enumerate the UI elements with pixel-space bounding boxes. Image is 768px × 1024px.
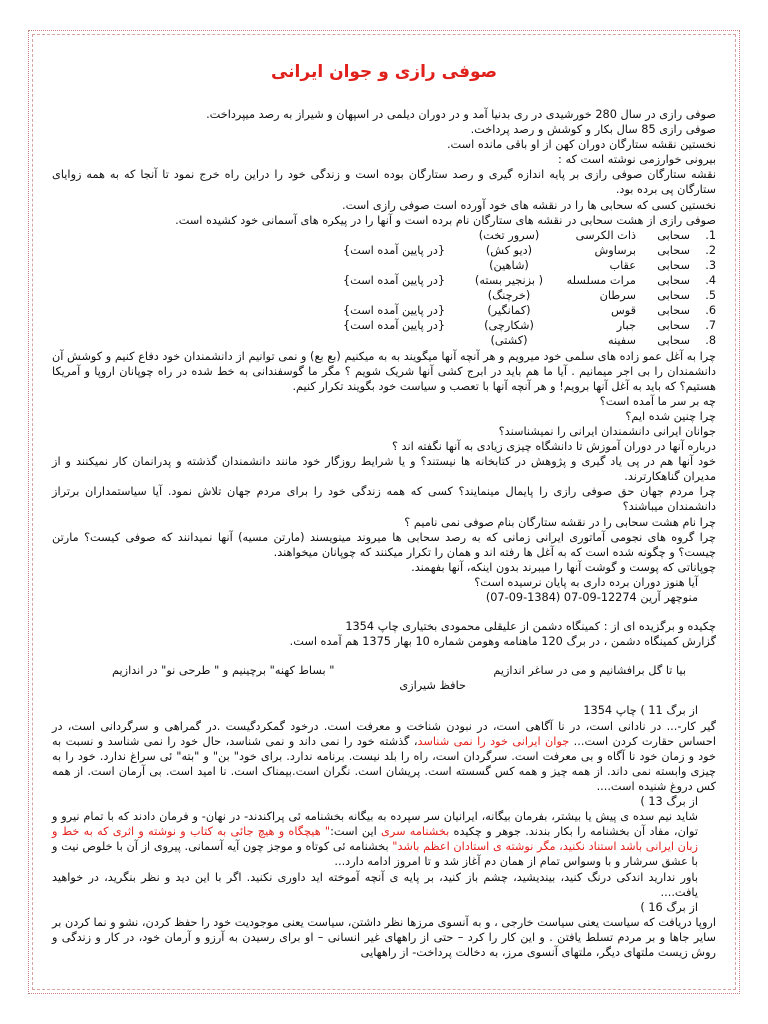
nebula-name: جبار: [616, 319, 636, 333]
nebula-item: [52, 273, 716, 288]
question-paragraph: چرا به آغل عمو زاده های سلمی خود میرویم و هر آنچه آنها میگویند به به میکنیم (بع بع) و نمی توانیم از دانشمندان خود دفاع کنیم و کوشش آن دانشمندان را بی اجر میمانیم . آیا ما هم باید در ابرج کشی آنها شریک شویم ؟ مگر ما گوسفندانی به خط شده در راه چوپانان اروپا و آمریکا هستیم؟ که باید به آغل آنها برویم! و هر آنچه آنها با تعصب و سیاست خود بگویند تکرار کنیم.: [52, 349, 716, 393]
nebula-type: سحابی: [657, 274, 690, 288]
poem-poet: حافظ شیرازی: [399, 679, 466, 693]
nebula-name: سفینه: [607, 334, 636, 348]
intro-line: صوفی رازی در سال 280 خورشیدی در ری بدنیا آمد و در دوران دیلمی در اسپهان و شیراز به رصد میپرداخت.: [206, 108, 716, 121]
excerpt-line: گزارش کمینگاه دشمن ، در برگ 120 ماهنامه وهومن شماره 10 بهار 1375 هم آمده است.: [289, 635, 716, 649]
nebula-name: مرات مسلسله: [566, 274, 636, 288]
section-text: اروپا دریافت که سیاست یعنی سیاست خارجی ، و به آنسوی مرزها نظر داشتن، سیاست یعنی موجودیت خود را حفظ کردن، نشو و نما کردن بر سایر جاها و بر مردم تسلط یافتن . و این کار را کرد – حتی از راههای غیر انسانی – او برای رسیدن به آرزو و آرمان خود، در کار و زندگی و روش زیست ملتهای دیگر، ملتهای آنسوی مرز، به دخالت پرداخت- از راههایی: [52, 915, 716, 959]
question-line: چوپاناتی که پوست و گوشت آنها را میبرند بدون اینکه، آنها بفهمند.: [411, 560, 716, 574]
question-line: چه بر سر ما آمده است؟: [599, 394, 716, 408]
nebula-number: 2.: [705, 243, 716, 257]
intro-line: صوفی رازی از هشت سحابی در نقشه های ستارگان نام برده است و آنها را در پیکره های آسمانی خود کشیده است.: [175, 213, 716, 227]
nebula-type: سحابی: [657, 228, 690, 242]
nebula-alt: (شکارچی): [484, 319, 534, 333]
closing-question: آیا هنوز دوران برده داری به پایان نرسیده است؟: [474, 575, 698, 589]
text-part: شاید نیم سده ی پیش یا بیشتر، بفرمان بیگانه، ایرانیان سر سپرده به بیگانه بخشنامه ئی پراکندند- در نهان- و فرمان دادند که با تمام نیرو و توان، مفاد آن بخشنامه را بکار بندند. جوهر و چکیده: [52, 810, 698, 839]
document-body: [52, 107, 716, 960]
poem-verse: [52, 663, 716, 678]
section-note: باور ندارید اندکی درنگ کنید، بیندیشید، چشم باز کنید، بر پایه ی آنچه آموخته اید داوری نکنید. اگر با این دید و نظر بنگرید، در خواهید یافت....: [52, 870, 698, 899]
question-line: جوانان ایرانی دانشمندان ایرانی را نمیشناسند؟: [498, 424, 716, 438]
nebula-type: سحابی: [657, 304, 690, 318]
nebula-note: [334, 333, 454, 348]
nebula-number: 5.: [705, 289, 716, 303]
section-ref: از برگ 13 ): [640, 795, 698, 809]
nebula-name: عقاب: [609, 258, 636, 272]
question-line: چرا نام هشت سحابی را در نقشه ستارگان بنام صوفی نمی نامیم ؟: [404, 515, 716, 529]
section-text: [52, 719, 716, 794]
nebula-alt: (کمانگیر): [487, 304, 531, 318]
nebula-name: سرطان: [599, 289, 636, 303]
highlight-text: بخشنامه سری: [381, 825, 450, 839]
question-line: چرا چنین شده ایم؟: [625, 409, 716, 423]
nebula-type: سحابی: [657, 289, 690, 303]
highlight-text: جوان ایرانی خود را نمی شناسد: [417, 734, 570, 748]
nebula-name: ذات الکرسی: [575, 228, 636, 242]
question-paragraph: چرا گروه های نجومی آماتوری ایرانی زمانی که به رصد سحابی ها میروند مینویسند (مارتن مسیه) آنها نمیدانند که صوفی کیست؟ مارتن چیست؟ و چگونه شده است که به آغل ها رفته اند و همان را تکرار میکنند که چوپانان میخواهند.: [52, 530, 716, 559]
section-text: [52, 809, 716, 869]
nebula-note: {در پایین آمده است}: [342, 243, 446, 257]
nebula-alt: ( بزنجیر بسته): [474, 274, 544, 288]
nebula-note: [334, 258, 454, 273]
text-part: ، گذشته خود را نمی داند و نمی شناسد، حال خود را نمی شناسد و نسبت به خود و زمان خود نا آگاه و بی معرفت است. سرگردان است، راه را بلد نیست. برنامه ندارد. برای خود" بن" و "بته" ئی سراغ ندارد. خود را به چیزی وابسته نمی داند. از همه چیز و همه کس گسسته است. پریشان است. نگران است.بیمناک است. نا امید است. بی آرمان است. از همه کس دروغ شنیده است....: [52, 734, 716, 793]
nebula-number: 1.: [705, 228, 716, 242]
page-title: صوفی رازی و جوان ایرانی: [270, 62, 498, 82]
question-line: درباره آنها در دوران آموزش تا دانشگاه چیزی زیادی به آنها نگفته اند ؟: [391, 440, 716, 454]
nebula-alt: (شاهین): [489, 258, 529, 272]
intro-line: نخستین نقشه ستارگان دوران کهن از او باقی مانده است.: [446, 138, 716, 152]
nebula-note: [334, 228, 454, 243]
nebula-note: {در پایین آمده است}: [342, 304, 446, 318]
nebula-list: [52, 228, 716, 349]
poem-line-left: " بساط کهنه" برچینیم و " طرحی نو" در اندازیم: [112, 664, 335, 678]
intro-line: بیرونی خوارزمی نوشته است که :: [558, 153, 716, 167]
nebula-item: [52, 228, 716, 243]
nebula-note: [334, 288, 454, 303]
nebula-item: [52, 303, 716, 318]
nebula-item: [52, 288, 716, 303]
nebula-number: 3.: [705, 258, 716, 272]
text-part: بخشنامه ئی کوتاه و موجز چون آیه آسمانی. پیروی از آن با خلوص نیت و با عشق سرشار و با وسواس تمام از همان دم آغاز شد و تا امروز ادامه دارد...: [52, 840, 698, 869]
nebula-number: 7.: [705, 319, 716, 333]
nebula-alt: (کشتی): [490, 334, 528, 348]
nebula-note: {در پایین آمده است}: [342, 319, 446, 333]
nebula-number: 6.: [705, 304, 716, 318]
nebula-alt: (سرور تخت): [478, 228, 540, 242]
nebula-item: [52, 318, 716, 333]
nebula-number: 8.: [705, 334, 716, 348]
poem-line-right: بیا تا گل برافشانیم و می در ساغر اندازیم: [493, 664, 686, 678]
intro-line: صوفی رازی 85 سال بکار و کوشش و رصد پرداخت.: [470, 123, 716, 137]
signature: منوچهر آرین 12274-09-07 (1384-09-07): [485, 591, 698, 604]
question-paragraph: خود آنها هم در پی یاد گیری و پژوهش در کتابخانه ها نیستند؟ و یا شرایط روزگار خود مانند دانشمندان گذشته و پدرانمان کار نمیکنند و از مدیران گناهکارترند.: [52, 455, 716, 484]
nebula-item: [52, 333, 716, 348]
nebula-note: {در پایین آمده است}: [342, 274, 446, 288]
nebula-type: سحابی: [657, 334, 690, 348]
nebula-name: قوس: [610, 304, 636, 318]
nebula-alt: (خرچنگ): [487, 289, 531, 303]
nebula-type: سحابی: [657, 319, 690, 333]
nebula-name: برساوش: [594, 243, 636, 257]
question-paragraph: چرا مردم جهان حق صوفی رازی را پایمال مینمایند؟ کسی که همه زندگی خود را برای مردم جهان تلاش نمود. آیا سیاستمداران برتراز دانشمندان میباشند؟: [52, 485, 716, 514]
nebula-alt: (دیو کش): [485, 243, 533, 257]
intro-line: نقشه ستارگان صوفی رازی بر پایه اندازه گیری و رصد ستارگان بوده است و زندگی خود را دراین راه خرج نمود تا آنجا که به همه زوایای ستارگان پی برده بود.: [52, 168, 716, 197]
section-ref: از برگ 11 ) چاپ 1354: [583, 704, 698, 718]
nebula-number: 4.: [705, 274, 716, 288]
nebula-type: سحابی: [657, 243, 690, 257]
text-part: این است:: [330, 825, 382, 839]
nebula-item: [52, 258, 716, 273]
highlight-text: " هیچگاه و هیچ جائی به کتاب و نوشته و اثری که به خط و زبان ایرانی باشد استناد نکنید، مگر نوشته ی استادان اعظم باشد": [52, 825, 698, 854]
intro-line: نخستین کسی که سحابی ها را در نقشه های خود آورده است صوفی رازی است.: [342, 198, 716, 212]
nebula-type: سحابی: [657, 258, 690, 272]
excerpt-line: چکیده و برگزیده ای از : کمینگاه دشمن از علیقلی محمودی بختیاری چاپ 1354: [345, 620, 716, 634]
text-part: گیر کار-... در نادانی است، در نا آگاهی است، در نبودن شناخت و معرفت است. درخود گمکردگیست .در گمراهی و سرگردانی است، در احساس حقارت کردن است...: [52, 719, 716, 748]
section-ref: از برگ 16 ): [640, 900, 698, 914]
nebula-item: [52, 243, 716, 258]
